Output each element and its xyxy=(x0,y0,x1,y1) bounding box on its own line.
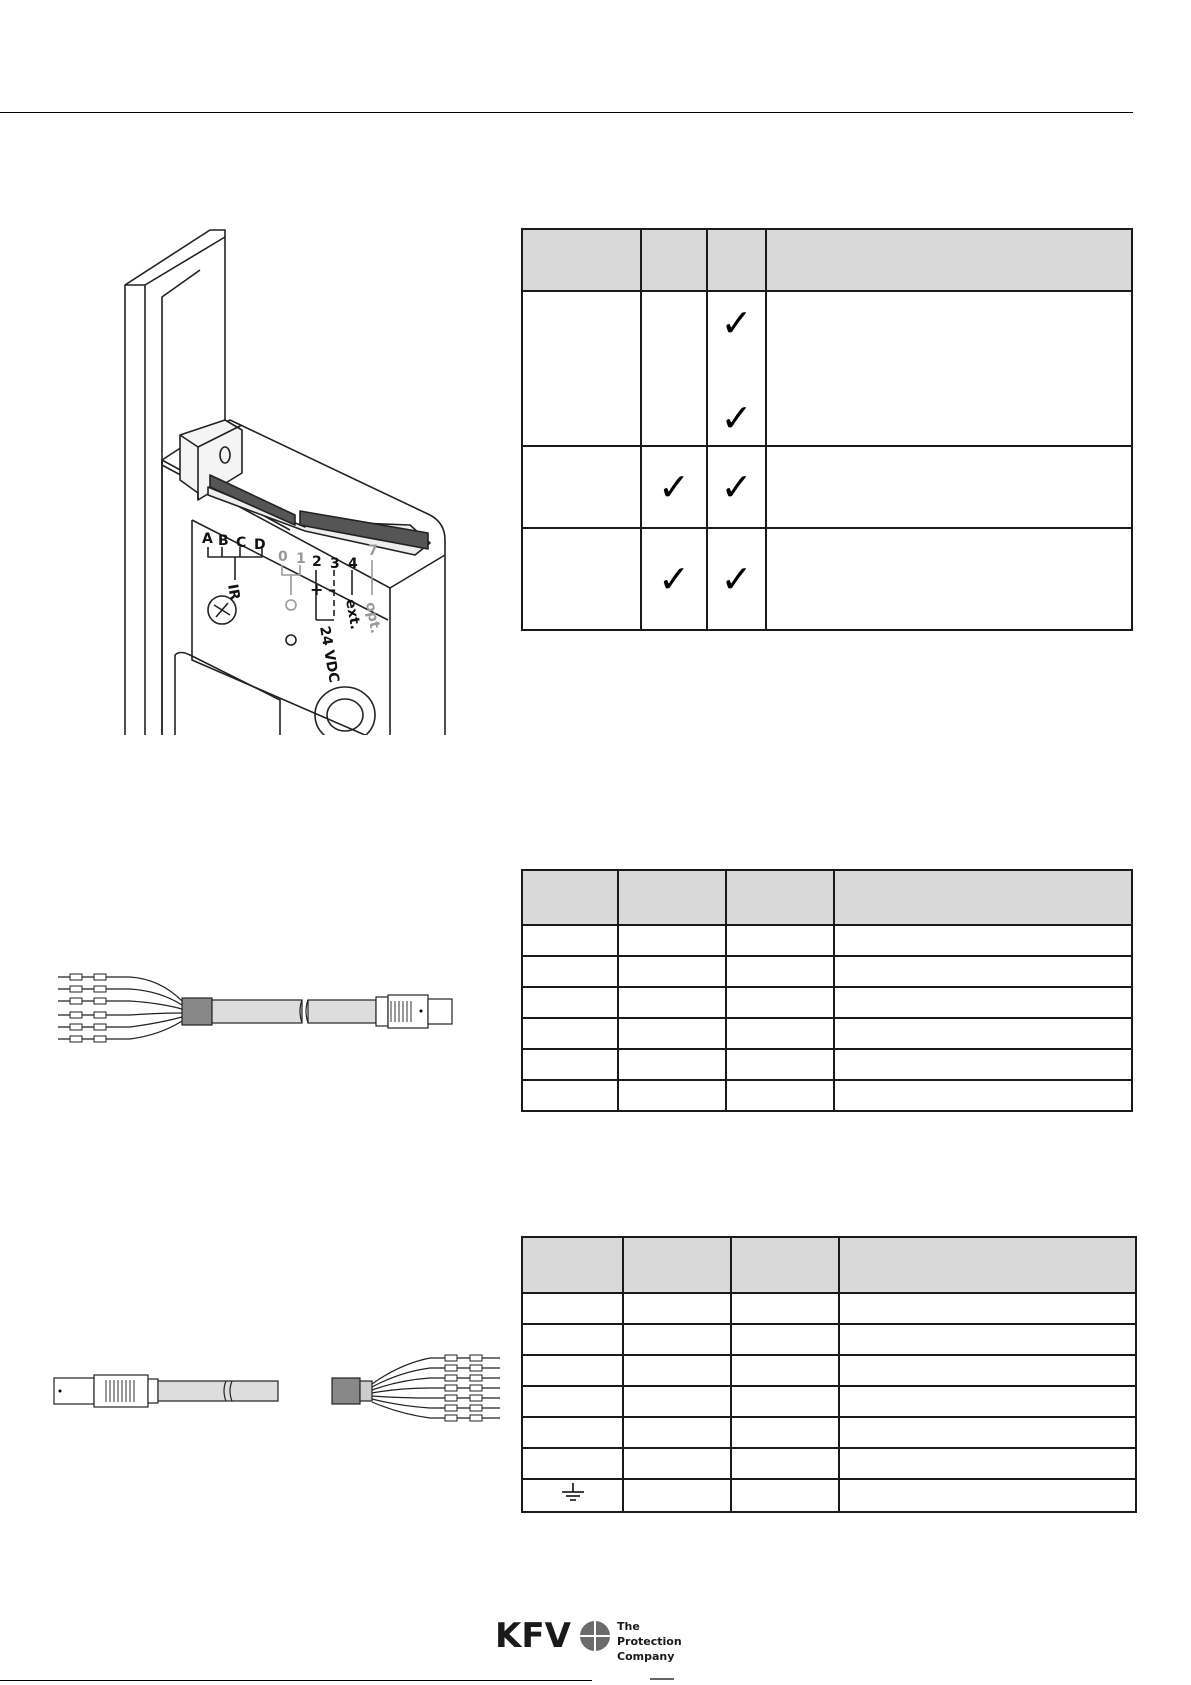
table-cell xyxy=(834,1080,1132,1111)
header-cell xyxy=(839,1237,1136,1293)
logo-tagline-line-2: Company xyxy=(617,1650,675,1663)
table-header-row xyxy=(522,1237,1136,1293)
table-cell xyxy=(726,1018,834,1049)
table-cell xyxy=(839,1386,1136,1417)
table-row xyxy=(522,925,1132,956)
ir-terminal-c: C xyxy=(236,535,247,551)
header-cell xyxy=(522,229,641,291)
table-cell xyxy=(726,1049,834,1080)
table-cell xyxy=(726,956,834,987)
table-cell xyxy=(618,987,726,1018)
table-row xyxy=(522,1355,1136,1386)
terminal-7: 7 xyxy=(368,543,378,559)
table-cell xyxy=(641,446,707,528)
plus-sign: + xyxy=(310,580,324,599)
footer-rule xyxy=(0,1680,592,1681)
table-cell xyxy=(522,291,641,446)
header-cell xyxy=(641,229,707,291)
header-cell xyxy=(726,870,834,925)
ext-label: ext. xyxy=(342,597,364,631)
table-cell xyxy=(839,1293,1136,1324)
table-row xyxy=(522,1293,1136,1324)
table-cell xyxy=(522,1080,618,1111)
table-cell xyxy=(522,925,618,956)
ir-terminal-d: D xyxy=(254,537,266,553)
cable-illustration-1 xyxy=(50,965,505,1055)
table-cell xyxy=(623,1479,731,1512)
table-cell xyxy=(522,1479,623,1512)
table-cell xyxy=(839,1417,1136,1448)
ground-icon xyxy=(560,1482,586,1504)
header-cell xyxy=(522,870,618,925)
table-cell xyxy=(726,925,834,956)
table-cell xyxy=(766,291,1132,446)
power-label: 24 VDC xyxy=(316,624,342,684)
header-cell xyxy=(522,1237,623,1293)
table-row xyxy=(522,446,1132,528)
table-cell xyxy=(641,528,707,630)
table-cell xyxy=(839,1355,1136,1386)
checkmark-icon: ✓ xyxy=(720,396,753,440)
table-cell xyxy=(766,446,1132,528)
table-cell xyxy=(834,956,1132,987)
header-cell xyxy=(618,870,726,925)
globe-icon xyxy=(579,1620,611,1652)
table-row xyxy=(522,1049,1132,1080)
table-cell xyxy=(707,528,766,630)
table-cell xyxy=(522,1355,623,1386)
table-cell xyxy=(731,1448,839,1479)
table-cell xyxy=(522,1386,623,1417)
table-cell xyxy=(766,528,1132,630)
minus-sign: – xyxy=(328,580,336,599)
table-header-row xyxy=(522,229,1132,291)
table-row xyxy=(522,1448,1136,1479)
table-cell xyxy=(522,1324,623,1355)
table-cell xyxy=(522,956,618,987)
table-cell xyxy=(834,1049,1132,1080)
wire-assignment-table-2 xyxy=(521,1236,1137,1513)
table-cell xyxy=(618,925,726,956)
table-cell xyxy=(522,1018,618,1049)
table-row xyxy=(522,956,1132,987)
table-cell xyxy=(641,291,707,446)
checkmark-icon: ✓ xyxy=(720,557,753,601)
table-cell xyxy=(707,446,766,528)
table-cell xyxy=(618,1080,726,1111)
logo-wordmark: KFV xyxy=(495,1616,571,1656)
table-cell xyxy=(731,1293,839,1324)
table-cell xyxy=(834,987,1132,1018)
header-cell xyxy=(707,229,766,291)
checkmark-icon: ✓ xyxy=(720,301,753,345)
table-cell xyxy=(839,1324,1136,1355)
table-cell xyxy=(731,1386,839,1417)
table-row xyxy=(522,1324,1136,1355)
opt-label: opt. xyxy=(362,600,384,635)
cable-illustration-2 xyxy=(50,1350,505,1440)
terminal-2: 2 xyxy=(312,554,322,570)
table-cell xyxy=(618,1018,726,1049)
table-row xyxy=(522,1386,1136,1417)
header-cell xyxy=(731,1237,839,1293)
logo-tagline-line-1: The Protection xyxy=(617,1620,682,1648)
table-cell xyxy=(731,1417,839,1448)
table-cell xyxy=(623,1293,731,1324)
table-row xyxy=(522,1018,1132,1049)
table-cell xyxy=(707,291,766,446)
footer-mark xyxy=(650,1678,674,1680)
table-cell xyxy=(522,1448,623,1479)
header-cell xyxy=(766,229,1132,291)
table-cell xyxy=(522,528,641,630)
checkmark-icon: ✓ xyxy=(658,557,690,601)
table-cell xyxy=(522,1293,623,1324)
ir-terminal-a: A xyxy=(202,531,213,547)
kfv-logo xyxy=(495,1616,705,1663)
table-row xyxy=(522,1479,1136,1512)
table-cell xyxy=(618,1049,726,1080)
table-cell xyxy=(623,1386,731,1417)
logo-tagline xyxy=(617,1619,705,1664)
ir-label: IR xyxy=(224,582,243,602)
table-cell xyxy=(731,1355,839,1386)
table-cell xyxy=(731,1324,839,1355)
table-cell xyxy=(618,956,726,987)
terminal-1: 1 xyxy=(296,551,306,567)
table-cell xyxy=(623,1355,731,1386)
table-row xyxy=(522,528,1132,630)
checkmark-icon: ✓ xyxy=(658,465,690,509)
table-cell xyxy=(623,1324,731,1355)
table-row xyxy=(522,291,1132,446)
table-row xyxy=(522,1417,1136,1448)
checkmark-icon: ✓ xyxy=(720,465,753,509)
terminal-4: 4 xyxy=(348,556,358,572)
header-cell xyxy=(834,870,1132,925)
table-cell xyxy=(522,987,618,1018)
ir-terminal-b: B xyxy=(218,533,229,549)
table-cell xyxy=(731,1479,839,1512)
table-cell xyxy=(839,1479,1136,1512)
table-cell xyxy=(726,1080,834,1111)
table-cell xyxy=(834,1018,1132,1049)
terminal-0: 0 xyxy=(278,549,288,565)
table-cell xyxy=(834,925,1132,956)
terminal-3: 3 xyxy=(330,556,340,572)
table-cell xyxy=(839,1448,1136,1479)
compatibility-table xyxy=(521,228,1133,631)
table-cell xyxy=(522,446,641,528)
table-header-row xyxy=(522,870,1132,925)
wire-assignment-table-1 xyxy=(521,869,1133,1112)
table-cell xyxy=(522,1049,618,1080)
table-cell xyxy=(522,1417,623,1448)
device-terminal-illustration xyxy=(110,225,480,735)
table-row xyxy=(522,987,1132,1018)
table-cell xyxy=(623,1448,731,1479)
table-row xyxy=(522,1080,1132,1111)
table-cell xyxy=(726,987,834,1018)
header-cell xyxy=(623,1237,731,1293)
table-cell xyxy=(623,1417,731,1448)
header-rule xyxy=(0,112,1133,113)
